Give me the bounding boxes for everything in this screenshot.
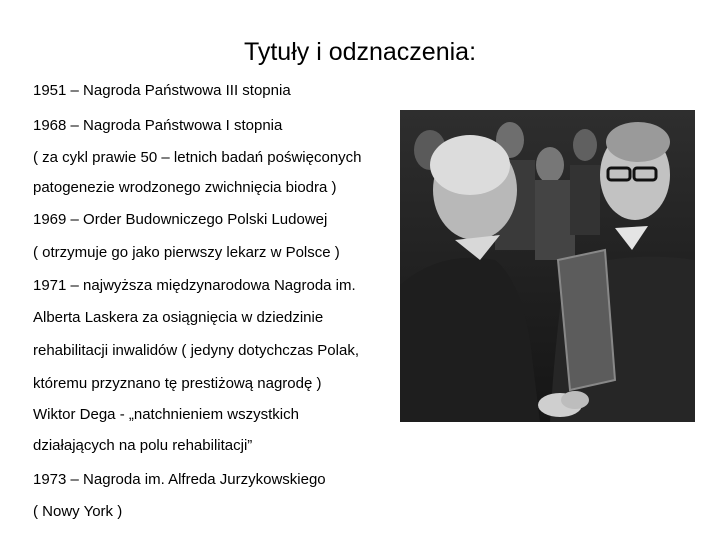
text-line: Alberta Laskera za osiągnięcia w dziedzinie bbox=[33, 309, 324, 326]
text-line: któremu przyznano tę prestiżową nagrodę ) bbox=[33, 375, 322, 392]
slide-title: Tytuły i odznaczenia: bbox=[243, 38, 477, 66]
text-line: ( otrzymuje go jako pierwszy lekarz w Polsce ) bbox=[33, 244, 340, 261]
text-line: Wiktor Dega - „natchnieniem wszystkich bbox=[33, 406, 299, 423]
text-line: rehabilitacji inwalidów ( jedyny dotychczas Polak, bbox=[33, 342, 359, 359]
text-line: 1951 – Nagroda Państwowa III stopnia bbox=[33, 82, 291, 99]
text-line: 1971 – najwyższa międzynarodowa Nagroda im. bbox=[33, 277, 356, 294]
text-line: ( za cykl prawie 50 – letnich badań poświęconych bbox=[33, 149, 362, 166]
text-line: 1973 – Nagroda im. Alfreda Jurzykowskiego bbox=[33, 471, 326, 488]
text-line: 1968 – Nagroda Państwowa I stopnia bbox=[33, 117, 283, 134]
text-line: działających na polu rehabilitacji” bbox=[33, 437, 253, 454]
ceremony-photo bbox=[400, 110, 695, 422]
text-line: 1969 – Order Budowniczego Polski Ludowej bbox=[33, 211, 328, 228]
ceremony-photo-illustration bbox=[400, 110, 695, 422]
text-line: ( Nowy York ) bbox=[33, 503, 123, 520]
text-line: patogenezie wrodzonego zwichnięcia biodra ) bbox=[33, 179, 337, 196]
